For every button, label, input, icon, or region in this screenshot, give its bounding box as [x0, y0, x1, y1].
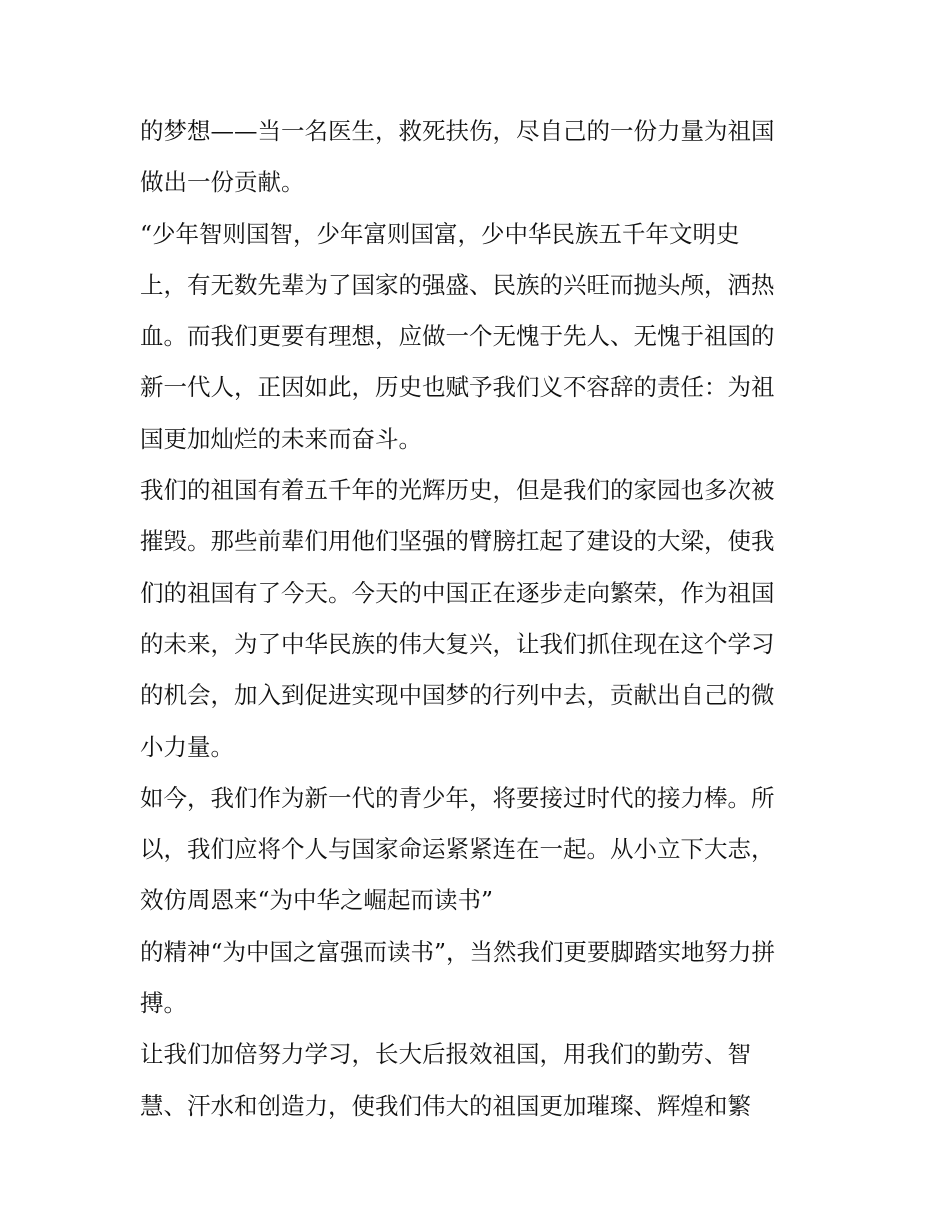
text-line: 血。而我们更要有理想，应做一个无愧于先人、无愧于祖国的: [140, 322, 775, 351]
text-line: 让我们加倍努力学习，长大后报效祖国，用我们的勤劳、智: [140, 1040, 751, 1069]
text-line: 上，有无数先辈为了国家的强盛、民族的兴旺而抛头颅，洒热: [140, 270, 775, 299]
text-line: 效仿周恩来“为中华之崛起而读书”: [140, 886, 494, 915]
text-line: 的机会，加入到促进实现中国梦的行列中去，贡献出自己的微: [140, 681, 775, 710]
text-line: 以，我们应将个人与国家命运紧紧连在一起。从小立下大志，: [140, 835, 775, 864]
text-line: 的未来，为了中华民族的伟大复兴，让我们抓住现在这个学习: [140, 629, 775, 658]
text-line: 慧、汗水和创造力，使我们伟大的祖国更加璀璨、辉煌和繁: [140, 1091, 751, 1120]
text-line: 摧毁。那些前辈们用他们坚强的臂膀扛起了建设的大梁，使我: [140, 527, 775, 556]
text-line: 国更加灿烂的未来而奋斗。: [140, 424, 422, 453]
text-line: “少年智则国智，少年富则国富，少中华民族五千年文明史: [140, 219, 740, 248]
text-line: 们的祖国有了今天。今天的中国正在逐步走向繁荣，作为祖国: [140, 578, 775, 607]
text-line: 的梦想——当一名医生，救死扶伤，尽自己的一份力量为祖国: [140, 117, 775, 145]
text-line: 搏。: [140, 989, 187, 1018]
document-body: [140, 106, 820, 1132]
text-line: 做出一份贡献。: [140, 168, 305, 197]
text-line: 小力量。: [140, 732, 234, 761]
text-line: 如今，我们作为新一代的青少年，将要接过时代的接力棒。所: [140, 783, 775, 812]
text-line: 我们的祖国有着五千年的光辉历史，但是我们的家园也多次被: [140, 476, 775, 505]
text-line: 的精神“为中国之富强而读书”，当然我们更要脚踏实地努力拼: [140, 937, 776, 966]
text-line: 新一代人，正因如此，历史也赋予我们义不容辞的责任：为祖: [140, 373, 775, 402]
